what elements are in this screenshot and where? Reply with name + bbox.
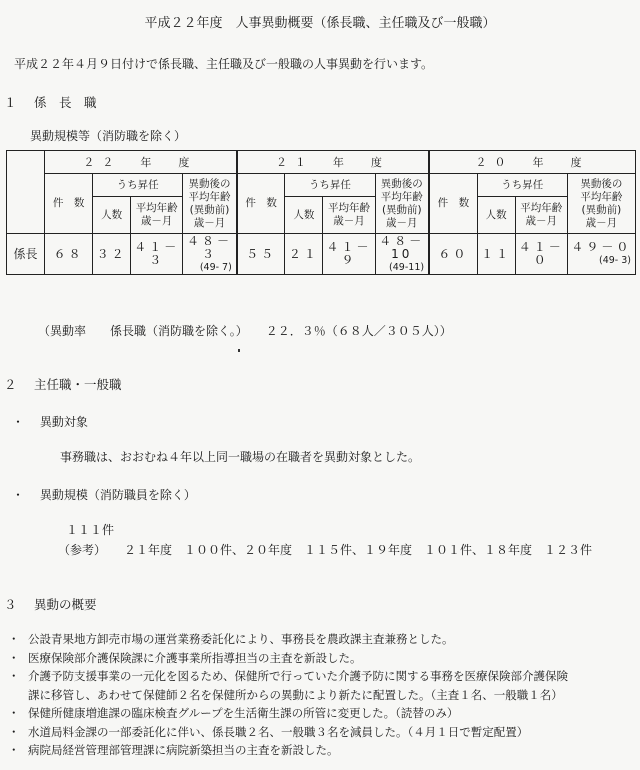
row-label: 係長 [7, 234, 45, 275]
list-item [8, 741, 633, 760]
list-item [8, 667, 633, 686]
cell-after-20 [567, 234, 635, 275]
scan-mark [238, 349, 240, 352]
age-line2: 歳－月 [140, 215, 173, 227]
col-count-header: 件 数 [429, 174, 477, 234]
list-item [8, 630, 633, 649]
reference-counts: （参考） ２１年度 １００件、２０年度 １１５件、１９年度 １０１件、１８年度 １２３件 [58, 543, 593, 557]
section2-number: ２ [4, 377, 17, 392]
section3-heading [4, 595, 97, 613]
cell-age-21: ４１－９ [323, 234, 375, 275]
bullet: ・ [8, 650, 20, 665]
cell-count-22: ６８ [45, 234, 93, 275]
section2-title: 主任職・一般職 [34, 377, 122, 392]
age-line1: 平均年齢 [520, 202, 563, 214]
year-header-20: ２０ 年 度 [429, 151, 635, 174]
col-age-header [131, 197, 183, 234]
cell-people-21: ２１ [285, 234, 323, 275]
list-item [8, 723, 633, 742]
section1-number: １ [4, 95, 17, 110]
after-line4: 歳－月 [585, 216, 618, 229]
before-value-20: (49- 3) [599, 255, 631, 266]
col-count-header: 件 数 [237, 174, 285, 234]
list-item [8, 704, 633, 723]
after-line1: 異動後の [380, 177, 423, 190]
col-people-header: 人数 [93, 197, 131, 234]
year-header-21: ２１ 年 度 [237, 151, 429, 174]
after-line3: (異動前) [381, 203, 422, 216]
col-after-header [567, 174, 635, 234]
after-line4: 歳－月 [386, 216, 418, 229]
cell-count-20: ６０ [429, 234, 477, 275]
bullet: ・ [8, 632, 20, 646]
cell-age-22: ４１－３ [131, 234, 183, 275]
cell-after-21 [375, 234, 429, 275]
section2-heading [4, 375, 122, 393]
transfer-scale-label: ・ 異動規模（消防職員を除く） [12, 488, 196, 502]
year-header-22: ２２ 年 度 [45, 151, 237, 174]
col-after-header [183, 174, 237, 234]
col-promo-header: うち昇任 [477, 174, 567, 197]
after-line3: (異動前) [189, 203, 230, 216]
transfer-target-text: 事務職は、おおむね４年以上同一職場の在職者を異動対象とした。 [60, 450, 421, 464]
list-item-text: 水道局料金課の一部委託化に伴い、係長職２名、一般職３名を減員した。（４月１日で暫定配置） [28, 724, 529, 739]
after-line1: 異動後の [188, 177, 231, 190]
after-line1: 異動後の [580, 177, 623, 190]
after-value-22: ４８－３ [187, 233, 233, 261]
col-after-header [375, 174, 429, 234]
after-line2: 平均年齢 [580, 190, 623, 203]
col-count-header: 件 数 [45, 174, 93, 234]
section3-number: ３ [4, 597, 17, 612]
section1-heading [4, 93, 97, 111]
before-value-22: (49- 7) [199, 261, 232, 273]
cell-count-21: ５５ [237, 234, 285, 275]
list-item-text: 課に移管し、あわせて保健師２名を保健所からの異動により新たに配置した。（主査１名、一般職１名） [28, 687, 563, 702]
bullet: ・ [8, 706, 20, 720]
after-line3: (異動前) [581, 203, 622, 216]
section1-subtitle: 異動規模等（消防職を除く） [30, 129, 187, 143]
list-item-text: 介護予防支援事業の一元化を図るため、保健所で行っていた介護予防に関する事務を医療保険部介護保険 [28, 669, 569, 683]
transfer-table [6, 150, 636, 275]
after-value-20: ４９－０ [571, 240, 632, 254]
age-line1: 平均年齢 [327, 202, 370, 214]
col-people-header: 人数 [285, 197, 323, 234]
col-promo-header: うち昇任 [285, 174, 375, 197]
section1-title: 係 長 職 [34, 95, 97, 110]
after-line2: 平均年齢 [188, 190, 231, 203]
age-line1: 平均年齢 [135, 202, 178, 214]
table-row [7, 234, 636, 275]
cell-people-22: ３２ [93, 234, 131, 275]
intro-text: 平成２２年４月９日付けで係長職、主任職及び一般職の人事異動を行います。 [14, 57, 434, 71]
transfer-target-label: ・ 異動対象 [12, 415, 88, 429]
section3-title: 異動の概要 [34, 597, 97, 612]
bullet: ・ [8, 669, 20, 683]
cell-after-22 [183, 234, 237, 275]
transfer-count: １１１件 [66, 523, 115, 537]
list-item [8, 649, 633, 668]
list-item-text: 公設青果地方卸売市場の運営業務委託化により、事務長を農政課主査兼務とした。 [28, 632, 454, 646]
after-line2: 平均年齢 [380, 190, 423, 203]
cell-age-20: ４１－０ [515, 234, 567, 275]
page-title: 平成２２年度 人事異動概要（係長職、主任職及び一般職） [144, 16, 496, 31]
list-item-continuation [8, 686, 633, 705]
bullet: ・ [8, 743, 20, 757]
list-item-text: 医療保険部介護保険課に介護事業所指導担当の主査を新設した。 [28, 650, 362, 665]
after-value-21: ４８－10 [379, 233, 425, 261]
list-item-text: 保健所健康増進課の臨床検査グループを生活衛生課の所管に変更した。（読替のみ） [28, 706, 459, 720]
list-item-text: 病院局経営管理部管理課に病院新築担当の主査を新設した。 [28, 743, 339, 757]
age-line2: 歳－月 [525, 215, 557, 227]
cell-people-20: １１ [477, 234, 515, 275]
col-age-header [323, 197, 375, 234]
col-promo-header: うち昇任 [93, 174, 183, 197]
table-corner-cell [7, 151, 45, 234]
before-value-21: (49-11) [389, 261, 425, 273]
overview-list [8, 630, 633, 760]
col-people-header: 人数 [477, 197, 515, 234]
after-line4: 歳－月 [193, 216, 226, 229]
bullet: ・ [8, 724, 20, 739]
transfer-rate: （異動率 係長職（消防職を除く。） ２２．３％（６８人／３０５人）） [38, 324, 452, 338]
col-age-header [515, 197, 567, 234]
age-line2: 歳－月 [333, 215, 365, 227]
